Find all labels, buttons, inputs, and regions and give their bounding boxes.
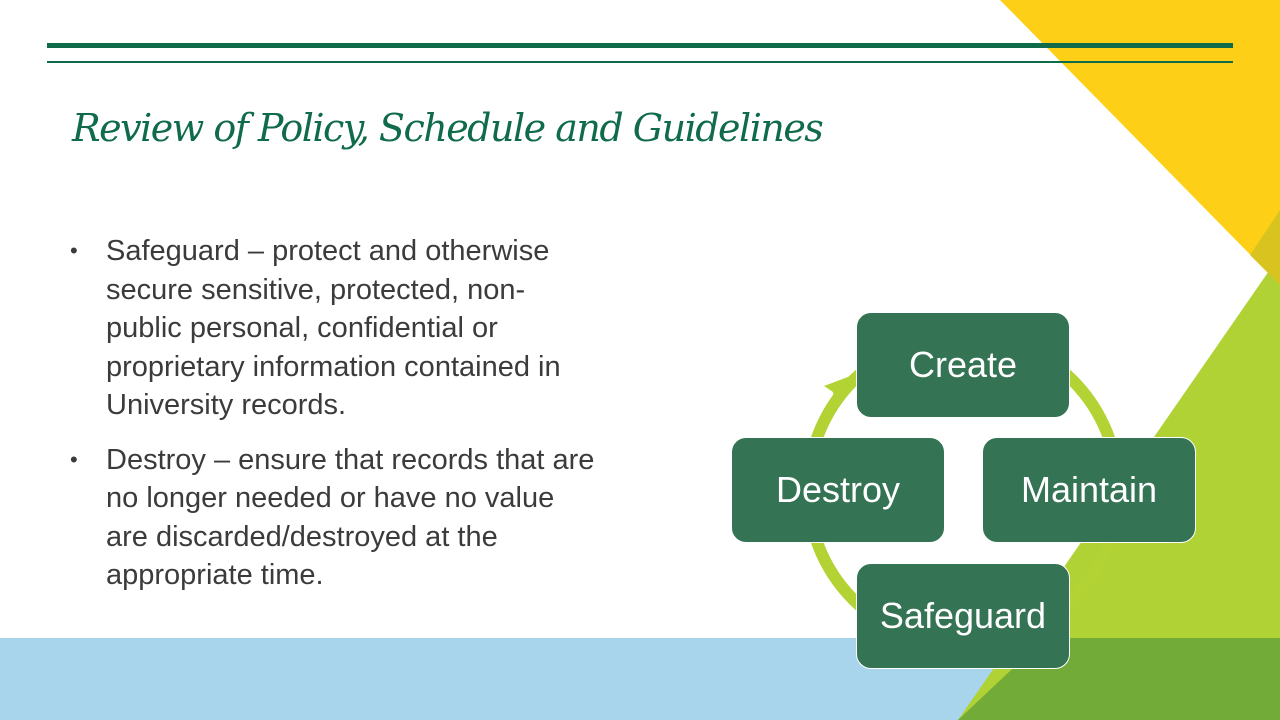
- bullet-dot-icon: •: [70, 446, 78, 472]
- bullet-item: [70, 232, 600, 425]
- bullet-text: Safeguard – protect and otherwise secure sensitive, protected, non-public personal, confidential or proprietary information contained in University records.: [106, 235, 561, 421]
- header-rule-thick: [47, 43, 1233, 48]
- bullet-dot-icon: •: [70, 238, 78, 263]
- cycle-node-label: Create: [908, 344, 1018, 385]
- cycle-node-safeguard: [856, 563, 1070, 669]
- bullet-item: [70, 441, 600, 595]
- bullet-text: Destroy – ensure that records that are no longer needed or have no value are discarded/destroyed at the appropriate time.: [106, 443, 595, 591]
- bullet-list: [70, 232, 600, 611]
- cycle-node-label: Safeguard: [879, 595, 1047, 636]
- cycle-node-label: Destroy: [775, 469, 901, 510]
- cycle-node-label: Maintain: [1020, 469, 1158, 510]
- cycle-node-maintain: [982, 437, 1196, 543]
- header-rule-thin: [47, 61, 1233, 63]
- records-lifecycle-diagram: [720, 300, 1220, 690]
- slide-title: Review of Policy, Schedule and Guidelines: [72, 106, 823, 150]
- cycle-node-destroy: [731, 437, 945, 543]
- cycle-node-create: [856, 312, 1070, 418]
